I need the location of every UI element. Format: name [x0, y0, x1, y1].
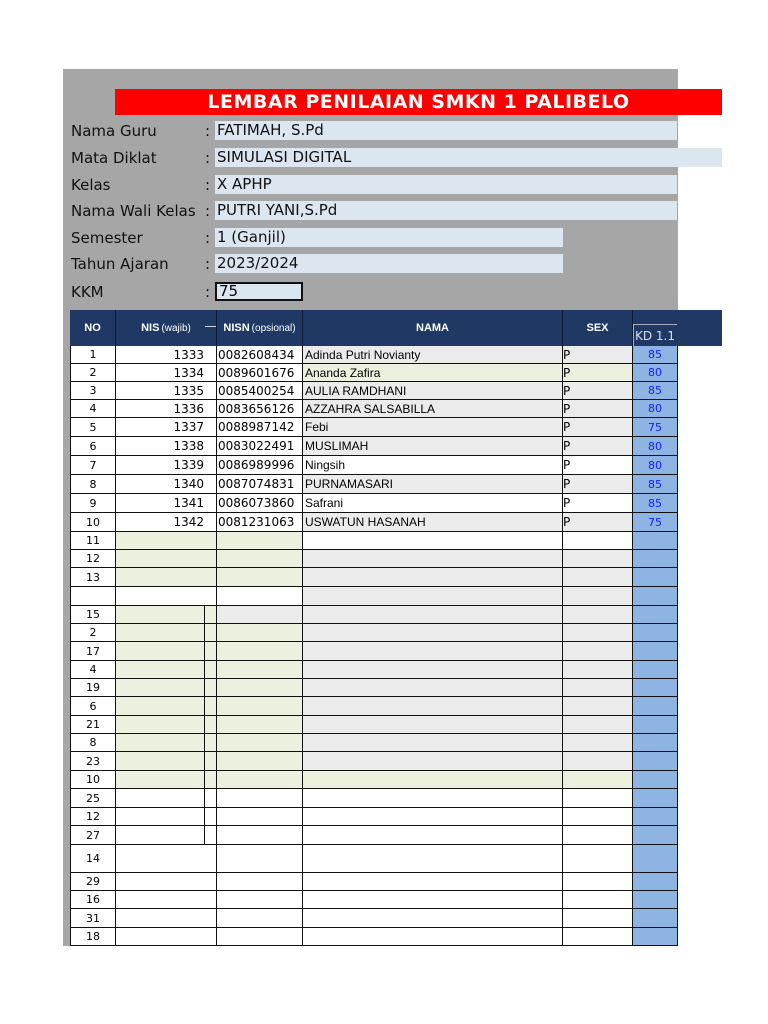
row-number-cell: 6	[70, 697, 116, 716]
nis-cell[interactable]	[116, 661, 217, 679]
table-row	[70, 661, 678, 679]
nis-cell[interactable]	[116, 716, 217, 734]
sex-cell[interactable]	[563, 624, 633, 642]
cell-divider-line	[204, 789, 205, 808]
kd-score-cell[interactable]	[633, 734, 678, 752]
header-no: NO	[70, 310, 116, 346]
kkm-colon: :	[205, 283, 211, 301]
nisn-cell[interactable]	[217, 771, 303, 789]
cell-divider-line	[204, 752, 205, 771]
table-row	[70, 346, 678, 364]
nisn-cell[interactable]: 0086073860	[217, 494, 303, 513]
kd-score-cell[interactable]	[633, 716, 678, 734]
kd-score-cell[interactable]: 85	[633, 346, 678, 364]
nis-cell[interactable]: 1337	[116, 418, 217, 437]
sex-cell[interactable]: P	[563, 364, 633, 382]
info-colon: :	[205, 229, 211, 247]
row-number-cell: 14	[70, 845, 116, 873]
table-row	[70, 873, 678, 891]
table-row	[70, 679, 678, 697]
nisn-cell[interactable]: 0088987142	[217, 418, 303, 437]
table-row	[70, 624, 678, 642]
row-number-cell: 16	[70, 891, 116, 909]
table-row	[70, 364, 678, 382]
sex-cell[interactable]	[563, 661, 633, 679]
row-number-cell: 7	[70, 456, 116, 475]
nisn-cell[interactable]	[217, 606, 303, 624]
row-number-cell: 4	[70, 661, 116, 679]
kd-score-cell[interactable]	[633, 928, 678, 946]
nis-cell[interactable]	[116, 679, 217, 697]
kkm-label: KKM	[71, 283, 104, 301]
row-number-cell: 27	[70, 826, 116, 845]
kd-score-cell[interactable]	[633, 642, 678, 661]
nisn-cell[interactable]	[217, 532, 303, 550]
nis-cell[interactable]	[116, 909, 217, 928]
sex-cell[interactable]	[563, 606, 633, 624]
info-value-field[interactable]: PUTRI YANI,S.Pd	[215, 201, 677, 220]
table-row	[70, 494, 678, 513]
info-value-field[interactable]: X APHP	[215, 175, 677, 194]
nisn-cell[interactable]	[217, 624, 303, 642]
nis-cell[interactable]	[116, 845, 217, 873]
cell-divider-line	[204, 734, 205, 752]
table-row	[70, 400, 678, 418]
kd-score-cell[interactable]	[633, 771, 678, 789]
cell-divider-line	[204, 716, 205, 734]
header-divider-tick	[205, 326, 216, 327]
kd-score-cell[interactable]: 85	[633, 382, 678, 400]
nisn-cell[interactable]	[217, 568, 303, 587]
nis-cell[interactable]	[116, 826, 217, 845]
nis-cell[interactable]: 1333	[116, 346, 217, 364]
nama-cell[interactable]	[303, 679, 563, 697]
table-row	[70, 752, 678, 771]
row-number-cell: 15	[70, 606, 116, 624]
table-row	[70, 532, 678, 550]
row-number-cell: 13	[70, 568, 116, 587]
row-number-cell: 25	[70, 789, 116, 808]
info-value-field[interactable]: 2023/2024	[215, 254, 563, 273]
header-sex: SEX	[563, 310, 633, 346]
nisn-cell[interactable]	[217, 873, 303, 891]
cell-divider-line	[204, 697, 205, 716]
row-number-cell: 2	[70, 364, 116, 382]
nama-cell[interactable]	[303, 928, 563, 946]
row-number-cell: 21	[70, 716, 116, 734]
sex-cell[interactable]	[563, 873, 633, 891]
row-number-cell: 18	[70, 928, 116, 946]
nama-cell[interactable]: PURNAMASARI	[303, 475, 563, 494]
row-number-cell: 29	[70, 873, 116, 891]
nisn-cell[interactable]: 0087074831	[217, 475, 303, 494]
nama-cell[interactable]	[303, 891, 563, 909]
sex-cell[interactable]: P	[563, 418, 633, 437]
sex-cell[interactable]	[563, 789, 633, 808]
info-label: Mata Diklat	[71, 149, 157, 167]
table-row	[70, 475, 678, 494]
kd-score-cell[interactable]	[633, 568, 678, 587]
info-label: Kelas	[71, 176, 111, 194]
kd-score-cell[interactable]: 80	[633, 364, 678, 382]
nama-cell[interactable]	[303, 808, 563, 826]
header-kd-extension	[677, 324, 722, 346]
nisn-cell[interactable]: 0083656126	[217, 400, 303, 418]
nis-cell[interactable]	[116, 624, 217, 642]
row-number-cell	[70, 587, 116, 606]
kd-score-cell[interactable]	[633, 909, 678, 928]
sex-cell[interactable]	[563, 826, 633, 845]
cell-divider-line	[204, 679, 205, 697]
nama-cell[interactable]: Ningsih	[303, 456, 563, 475]
nis-cell[interactable]: 1335	[116, 382, 217, 400]
cell-divider-line	[204, 642, 205, 661]
table-row	[70, 642, 678, 661]
kd-score-cell[interactable]: 75	[633, 418, 678, 437]
sex-cell[interactable]	[563, 587, 633, 606]
kd-score-cell[interactable]	[633, 808, 678, 826]
row-number-cell: 6	[70, 437, 116, 456]
kd-score-cell[interactable]	[633, 789, 678, 808]
nis-cell[interactable]: 1340	[116, 475, 217, 494]
info-colon: :	[205, 255, 211, 273]
row-number-cell: 10	[70, 771, 116, 789]
nis-cell[interactable]: 1341	[116, 494, 217, 513]
info-value-field[interactable]: SIMULASI DIGITAL	[215, 148, 722, 167]
nama-cell[interactable]: USWATUN HASANAH	[303, 513, 563, 532]
info-colon: :	[205, 202, 211, 220]
nama-cell[interactable]	[303, 624, 563, 642]
info-label: Nama Guru	[71, 122, 157, 140]
table-row	[70, 437, 678, 456]
sex-cell[interactable]	[563, 734, 633, 752]
cell-divider-line	[204, 624, 205, 642]
kd-score-cell[interactable]	[633, 587, 678, 606]
row-number-cell: 1	[70, 346, 116, 364]
sex-cell[interactable]	[563, 771, 633, 789]
nama-cell[interactable]	[303, 845, 563, 873]
nis-cell[interactable]: 1339	[116, 456, 217, 475]
row-number-cell: 23	[70, 752, 116, 771]
kd-score-cell[interactable]	[633, 679, 678, 697]
kd-score-cell[interactable]: 85	[633, 494, 678, 513]
nis-cell[interactable]	[116, 550, 217, 568]
table-row	[70, 697, 678, 716]
sex-cell[interactable]	[563, 752, 633, 771]
kd-score-cell[interactable]	[633, 752, 678, 771]
nama-cell[interactable]	[303, 789, 563, 808]
table-row	[70, 909, 678, 928]
nis-cell[interactable]: 1338	[116, 437, 217, 456]
sex-cell[interactable]	[563, 642, 633, 661]
kd-score-cell[interactable]	[633, 697, 678, 716]
nisn-cell[interactable]	[217, 909, 303, 928]
kd-score-cell[interactable]	[633, 891, 678, 909]
nisn-cell[interactable]	[217, 642, 303, 661]
sex-cell[interactable]: P	[563, 475, 633, 494]
kd-score-cell[interactable]	[633, 661, 678, 679]
table-row	[70, 382, 678, 400]
nama-cell[interactable]	[303, 873, 563, 891]
nis-cell[interactable]	[116, 873, 217, 891]
nama-cell[interactable]: Febi	[303, 418, 563, 437]
info-value-field[interactable]: 1 (Ganjil)	[215, 228, 563, 247]
table-row	[70, 568, 678, 587]
nisn-cell[interactable]	[217, 550, 303, 568]
table-row	[70, 550, 678, 568]
table-row	[70, 716, 678, 734]
row-number-cell: 31	[70, 909, 116, 928]
nisn-cell[interactable]	[217, 661, 303, 679]
row-number-cell: 4	[70, 400, 116, 418]
row-number-cell: 12	[70, 550, 116, 568]
nama-cell[interactable]	[303, 606, 563, 624]
left-margin-strip	[63, 310, 70, 946]
table-row	[70, 734, 678, 752]
nama-cell[interactable]	[303, 697, 563, 716]
nisn-cell[interactable]: 0082608434	[217, 346, 303, 364]
sex-cell[interactable]	[563, 550, 633, 568]
header-nisn: NISN (opsional)	[217, 310, 303, 346]
row-number-cell: 8	[70, 734, 116, 752]
nis-cell[interactable]: 1334	[116, 364, 217, 382]
kd-score-cell[interactable]	[633, 826, 678, 845]
sex-cell[interactable]: P	[563, 456, 633, 475]
sex-cell[interactable]	[563, 928, 633, 946]
table-row	[70, 456, 678, 475]
nama-cell[interactable]	[303, 550, 563, 568]
kd-score-cell[interactable]: 80	[633, 437, 678, 456]
info-value-field[interactable]: FATIMAH, S.Pd	[215, 121, 677, 140]
nis-cell[interactable]	[116, 891, 217, 909]
nisn-cell[interactable]	[217, 752, 303, 771]
nama-cell[interactable]	[303, 642, 563, 661]
sex-cell[interactable]	[563, 716, 633, 734]
sex-cell[interactable]	[563, 679, 633, 697]
nama-cell[interactable]	[303, 661, 563, 679]
table-row	[70, 928, 678, 946]
table-row	[70, 513, 678, 532]
nisn-cell[interactable]	[217, 716, 303, 734]
nama-cell[interactable]	[303, 752, 563, 771]
header-kd-top	[633, 310, 722, 324]
kd-score-cell[interactable]: 80	[633, 456, 678, 475]
kd-score-cell[interactable]: 85	[633, 475, 678, 494]
nisn-cell[interactable]: 0081231063	[217, 513, 303, 532]
info-label: Tahun Ajaran	[71, 255, 169, 273]
sex-cell[interactable]	[563, 697, 633, 716]
row-number-cell: 5	[70, 418, 116, 437]
table-row	[70, 891, 678, 909]
nis-cell[interactable]	[116, 808, 217, 826]
kd-score-cell[interactable]	[633, 532, 678, 550]
row-number-cell: 19	[70, 679, 116, 697]
nis-cell[interactable]: 1336	[116, 400, 217, 418]
nis-cell[interactable]	[116, 587, 217, 606]
nisn-cell[interactable]	[217, 808, 303, 826]
nama-cell[interactable]: Adinda Putri Novianty	[303, 346, 563, 364]
info-colon: :	[205, 122, 211, 140]
nisn-cell[interactable]	[217, 679, 303, 697]
nis-cell[interactable]	[116, 771, 217, 789]
nis-cell[interactable]	[116, 789, 217, 808]
row-number-cell: 17	[70, 642, 116, 661]
nama-cell[interactable]	[303, 909, 563, 928]
nisn-cell[interactable]	[217, 697, 303, 716]
nama-cell[interactable]: AULIA RAMDHANI	[303, 382, 563, 400]
nama-cell[interactable]	[303, 568, 563, 587]
cell-divider-line	[204, 808, 205, 826]
nama-cell[interactable]	[303, 587, 563, 606]
kkm-field[interactable]: 75	[215, 282, 303, 301]
sex-cell[interactable]	[563, 568, 633, 587]
header-nama: NAMA	[303, 310, 563, 346]
nisn-cell[interactable]	[217, 587, 303, 606]
sex-cell[interactable]: P	[563, 382, 633, 400]
nama-cell[interactable]	[303, 826, 563, 845]
sex-cell[interactable]: P	[563, 437, 633, 456]
info-label: Semester	[71, 229, 143, 247]
nis-cell[interactable]	[116, 752, 217, 771]
row-number-cell: 10	[70, 513, 116, 532]
nisn-cell[interactable]	[217, 789, 303, 808]
table-row	[70, 771, 678, 789]
nama-cell[interactable]	[303, 771, 563, 789]
row-number-cell: 2	[70, 624, 116, 642]
table-row	[70, 826, 678, 845]
cell-divider-line	[204, 606, 205, 624]
cell-divider-line	[204, 661, 205, 679]
nama-cell[interactable]: Ananda Zafira	[303, 364, 563, 382]
nama-cell[interactable]: MUSLIMAH	[303, 437, 563, 456]
nama-cell[interactable]	[303, 716, 563, 734]
nama-cell[interactable]: AZZAHRA SALSABILLA	[303, 400, 563, 418]
sex-cell[interactable]: P	[563, 494, 633, 513]
sex-cell[interactable]	[563, 909, 633, 928]
cell-divider-line	[204, 826, 205, 845]
header-nis: NIS (wajib)	[116, 310, 217, 346]
table-row	[70, 418, 678, 437]
nis-cell[interactable]	[116, 606, 217, 624]
nis-cell[interactable]	[116, 568, 217, 587]
kd-score-cell[interactable]	[633, 624, 678, 642]
nis-cell[interactable]	[116, 928, 217, 946]
nis-cell[interactable]	[116, 642, 217, 661]
table-row	[70, 845, 678, 873]
nis-cell[interactable]	[116, 697, 217, 716]
nisn-cell[interactable]: 0089601676	[217, 364, 303, 382]
sex-cell[interactable]: P	[563, 513, 633, 532]
sex-cell[interactable]: P	[563, 400, 633, 418]
kd-score-cell[interactable]: 80	[633, 400, 678, 418]
cell-divider-line	[204, 771, 205, 789]
nisn-cell[interactable]: 0083022491	[217, 437, 303, 456]
sex-cell[interactable]: P	[563, 346, 633, 364]
row-number-cell: 8	[70, 475, 116, 494]
nama-cell[interactable]	[303, 532, 563, 550]
nisn-cell[interactable]	[217, 734, 303, 752]
row-number-cell: 12	[70, 808, 116, 826]
nama-cell[interactable]	[303, 734, 563, 752]
nisn-cell[interactable]	[217, 845, 303, 873]
kd-score-cell[interactable]	[633, 606, 678, 624]
kd-score-cell[interactable]	[633, 845, 678, 873]
info-label: Nama Wali Kelas	[71, 202, 196, 220]
row-number-cell: 11	[70, 532, 116, 550]
table-row	[70, 808, 678, 826]
row-number-cell: 3	[70, 382, 116, 400]
sex-cell[interactable]	[563, 808, 633, 826]
nisn-cell[interactable]: 0085400254	[217, 382, 303, 400]
nama-cell[interactable]: Safrani	[303, 494, 563, 513]
sex-cell[interactable]	[563, 891, 633, 909]
nis-cell[interactable]: 1342	[116, 513, 217, 532]
info-colon: :	[205, 176, 211, 194]
sex-cell[interactable]	[563, 532, 633, 550]
row-number-cell: 9	[70, 494, 116, 513]
nisn-cell[interactable]: 0086989996	[217, 456, 303, 475]
table-row	[70, 606, 678, 624]
nisn-cell[interactable]	[217, 891, 303, 909]
nisn-cell[interactable]	[217, 928, 303, 946]
kd-score-cell[interactable]: 75	[633, 513, 678, 532]
kd-score-cell[interactable]	[633, 873, 678, 891]
nis-cell[interactable]	[116, 734, 217, 752]
header-kd: KD 1.1	[633, 324, 677, 346]
sheet-title: LEMBAR PENILAIAN SMKN 1 PALIBELO	[115, 89, 722, 115]
nisn-cell[interactable]	[217, 826, 303, 845]
sex-cell[interactable]	[563, 845, 633, 873]
nis-cell[interactable]	[116, 532, 217, 550]
kd-score-cell[interactable]	[633, 550, 678, 568]
table-row	[70, 587, 678, 606]
table-row	[70, 789, 678, 808]
info-colon: :	[205, 149, 211, 167]
